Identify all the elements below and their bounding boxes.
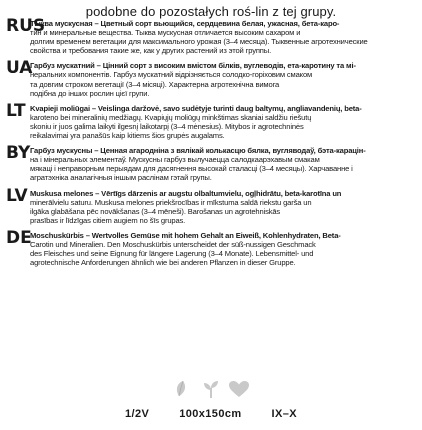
- entry-text: [30, 19, 414, 55]
- entry-line: minerālvielu saturu. Muskusa melones priekšrocības ir mīkstuma saldā riekstu garša un: [30, 197, 312, 207]
- language-entry-ru: [0, 16, 422, 56]
- language-entry-ua: [0, 58, 422, 98]
- language-entry-by: [0, 143, 422, 183]
- sprout-icon: [198, 378, 224, 400]
- entry-line: karoteno bei mineralinių medžiagų. Kvapiųjų moliūgų minkštimas skaniai saldžiu riešutų: [30, 112, 312, 122]
- language-code: LV: [6, 185, 28, 206]
- entry-line: skoniu ir juos galima laikyti ilgesnį laikotarpį (3–4 mėnesius). Mitybos ir agrotechninės: [30, 121, 304, 131]
- entry-line: тин и минеральные вещества. Тыква мускусная отличается высоким сахаром и: [30, 28, 301, 38]
- language-entries: [0, 16, 422, 273]
- entry-text: [30, 146, 414, 182]
- entry-text: [30, 104, 414, 140]
- heart-icon: [226, 378, 252, 400]
- seed-icon: [170, 378, 196, 400]
- language-code: UA: [6, 58, 33, 79]
- entry-line: Тыква мускусная – Цветный сорт вьющийся, сердцевина белая, ужасная, бета-каро-: [30, 19, 340, 28]
- language-code: DE: [6, 227, 32, 248]
- entry-line: agrotechnische Anforderungen ähnlich wie bei anderen Pflanzen in dieser Gruppe.: [30, 258, 296, 268]
- entry-line: подібна до інших рослин цієї групи.: [30, 88, 150, 98]
- entry-line: ilgāka glabāšana pēc novākšanas (3–4 mēneši). Barošanas un agrotehniskās: [30, 206, 281, 216]
- entry-line: на і мінеральных элементаў. Мускусны гарбуз вылучаецца салодкаарэхавым смакам: [30, 155, 320, 165]
- entry-line: агратэхніка аналагічныя іншым раслінам гэтай групы.: [30, 173, 212, 183]
- language-code: LT: [6, 100, 26, 121]
- entry-line: des Fleisches und seine Eignung für längere Lagerung (3–4 Monate). Lebensmittel- und: [30, 249, 314, 259]
- entry-line: долгим временем вегетации для максимального урожая (3–4 месяца). Тыквенные агротехнические: [30, 37, 368, 47]
- spacing-value: 1/2V: [124, 408, 150, 420]
- entry-line: неральних компонентів. Гарбуз мускатний відрізняється солодко-горіховим смаком: [30, 70, 313, 80]
- language-entry-de: [0, 227, 422, 268]
- planting-info: [0, 404, 422, 424]
- entry-text: [30, 61, 414, 97]
- entry-line: Kvapieji moliūgai – Veislinga daržovė, savo sudėtyje turinti daug baltymų, angliavandenių, beta-: [30, 103, 362, 113]
- entry-line: prasības ir līdzīgas citiem augiem no šīs grupas.: [30, 215, 186, 225]
- entry-text: [30, 231, 414, 267]
- entry-line: Moschuskürbis – Wertvolles Gemüse mit hohem Gehalt an Eiweiß, Kohlenhydraten, Beta-: [30, 230, 341, 240]
- care-icons: [0, 378, 422, 400]
- entry-line: мякаці і неправорным перыядам для дасягнення высокай сталасці (3–4 месяцы). Харчаванне і: [30, 164, 353, 174]
- entry-line: Гарбуз мускатний – Цінний сорт з високим вмістом білків, вуглеводів, ета-каротину та мі-: [30, 61, 356, 71]
- entry-line: reikalavimai yra panašūs kaip kitiems šios grupės augalams.: [30, 131, 225, 141]
- entry-line: Гарбуз мускусны – Ценная агародніна з вялікай колькасцю бялка, вугляводаў, бэта-карацін-: [30, 146, 366, 156]
- period-value: IX–X: [271, 408, 297, 420]
- continuation-line: podobne do pozostałych roś-lin z tej grupy.: [85, 3, 337, 19]
- language-code: BY: [6, 143, 31, 164]
- entry-text: [30, 189, 414, 225]
- entry-line: Muskusa melones – Vērtīgs dārzenis ar augstu olbaltumvielu, ogļhidrātu, beta-karotīna un: [30, 188, 342, 198]
- distance-value: 100x150cm: [179, 408, 242, 420]
- entry-line: Carotin und Mineralien. Den Moschuskürbis unterscheidet der süß-nussigen Geschmack: [30, 239, 316, 249]
- language-entry-lv: [0, 185, 422, 225]
- language-code: RUS: [6, 16, 46, 36]
- entry-line: свойства и требования такие же, как у других растений из этой группы.: [30, 46, 272, 56]
- language-entry-lt: [0, 100, 422, 141]
- entry-line: та довгим строком вегетації (3–4 місяці). Характерна агротехнічна вимога: [30, 79, 280, 89]
